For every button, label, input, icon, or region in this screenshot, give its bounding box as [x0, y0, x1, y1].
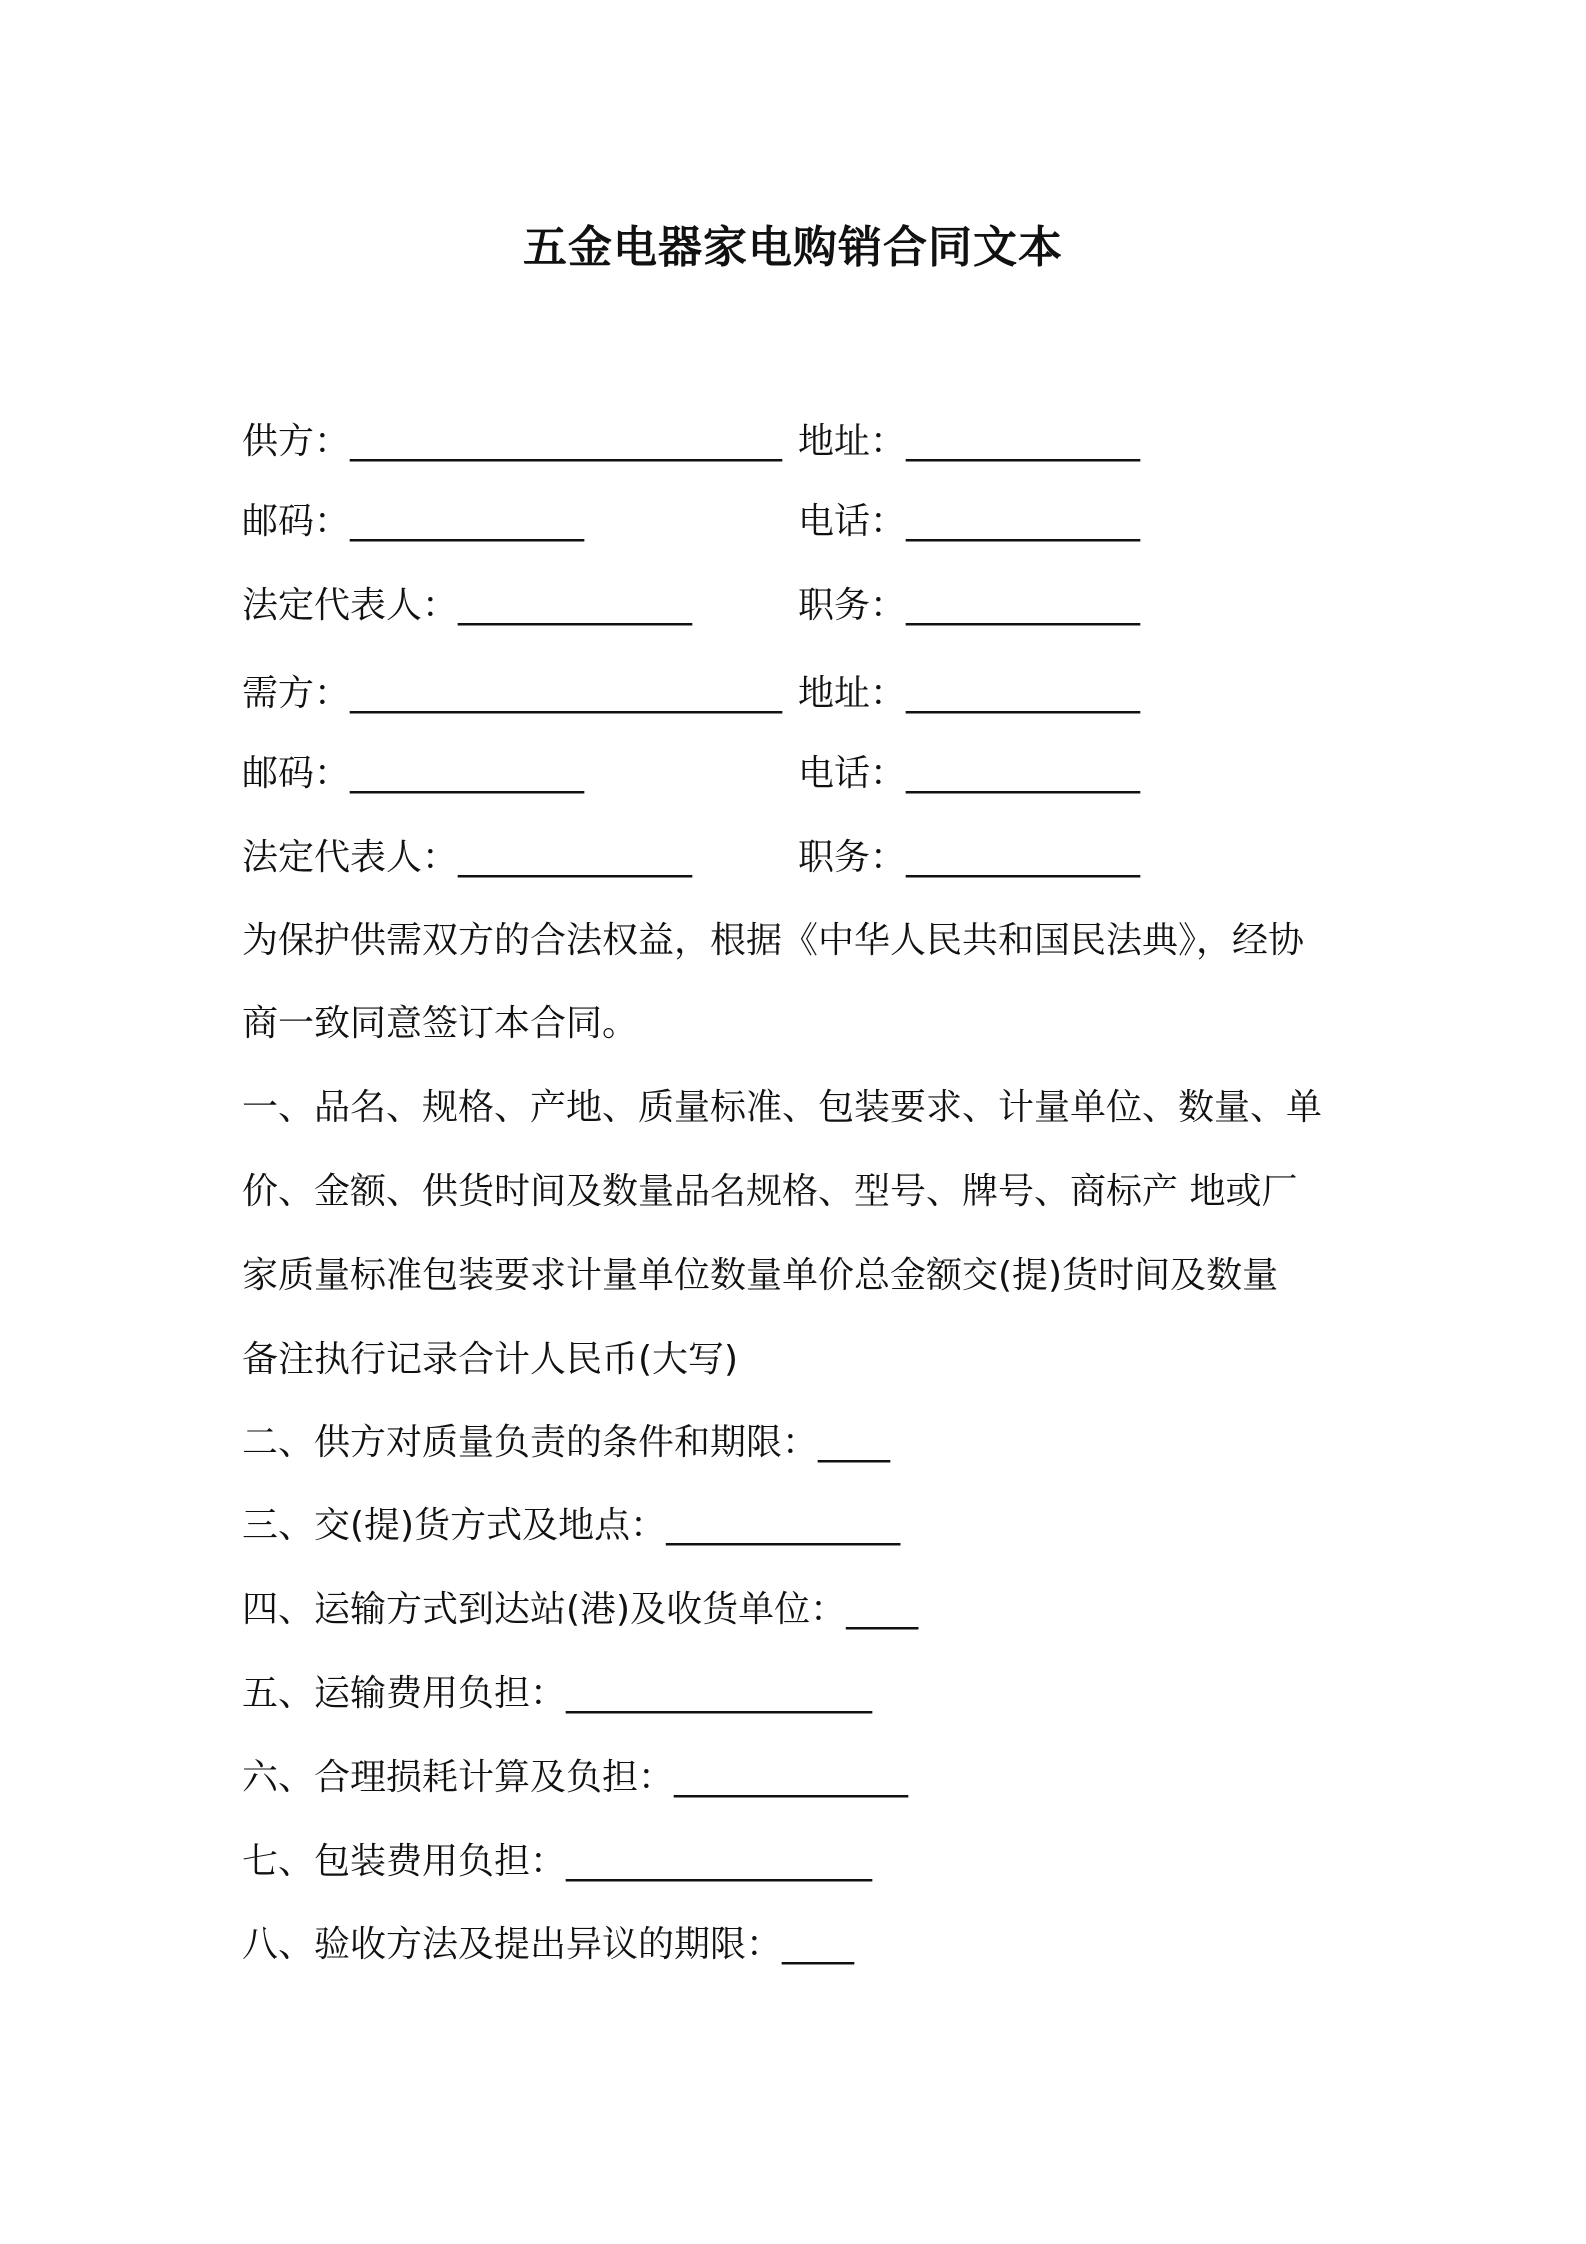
buyer-row-name: [242, 668, 1362, 720]
preamble-line: 为保护供需双方的合法权益，根据《中华人民共和国民法典》，经协: [242, 920, 1305, 961]
clause-6: 六、合理损耗计算及负担：_____________: [242, 1757, 909, 1798]
supplier-phone-field: 电话：_____________: [798, 501, 1141, 542]
document-title: 五金电器家电购销合同文本: [523, 222, 1063, 273]
buyer-legal-rep-field: 法定代表人：_____________: [242, 837, 693, 878]
clause-1-line: 备注执行记录合计人民币(大写): [242, 1339, 739, 1380]
supplier-name-field: 供方：________________________: [242, 421, 783, 462]
buyer-postcode-field: 邮码：_____________: [242, 753, 585, 794]
clause-2: 二、供方对质量负责的条件和期限：____: [242, 1422, 891, 1463]
clause-3: 三、交(提)货方式及地点：_____________: [242, 1505, 901, 1546]
supplier-position-field: 职务：_____________: [798, 585, 1141, 626]
clause-5: 五、运输费用负担：_________________: [242, 1673, 873, 1714]
clause-1-line: 一、品名、规格、产地、质量标准、包装要求、计量单位、数量、单: [242, 1087, 1323, 1128]
supplier-postcode-field: 邮码：_____________: [242, 501, 585, 542]
preamble-line: 商一致同意签订本合同。: [242, 1003, 639, 1044]
buyer-row-contact: [242, 748, 1362, 800]
supplier-address-field: 地址：_____________: [798, 421, 1141, 462]
buyer-address-field: 地址：_____________: [798, 673, 1141, 714]
buyer-position-field: 职务：_____________: [798, 837, 1141, 878]
supplier-row-contact: [242, 496, 1362, 548]
clause-1-line: 家质量标准包装要求计量单位数量单价总金额交(提)货时间及数量: [242, 1255, 1279, 1296]
buyer-row-representative: [242, 832, 1362, 884]
clause-4: 四、运输方式到达站(港)及收货单位：____: [242, 1589, 919, 1630]
supplier-row-representative: [242, 580, 1362, 632]
supplier-legal-rep-field: 法定代表人：_____________: [242, 585, 693, 626]
clause-8: 八、验收方法及提出异议的期限：____: [242, 1924, 855, 1965]
clause-7: 七、包装费用负担：_________________: [242, 1841, 873, 1882]
supplier-row-name: [242, 416, 1362, 468]
buyer-phone-field: 电话：_____________: [798, 753, 1141, 794]
clause-1-line: 价、金额、供货时间及数量品名规格、型号、牌号、商标产 地或厂: [242, 1171, 1298, 1212]
buyer-name-field: 需方：________________________: [242, 673, 783, 714]
